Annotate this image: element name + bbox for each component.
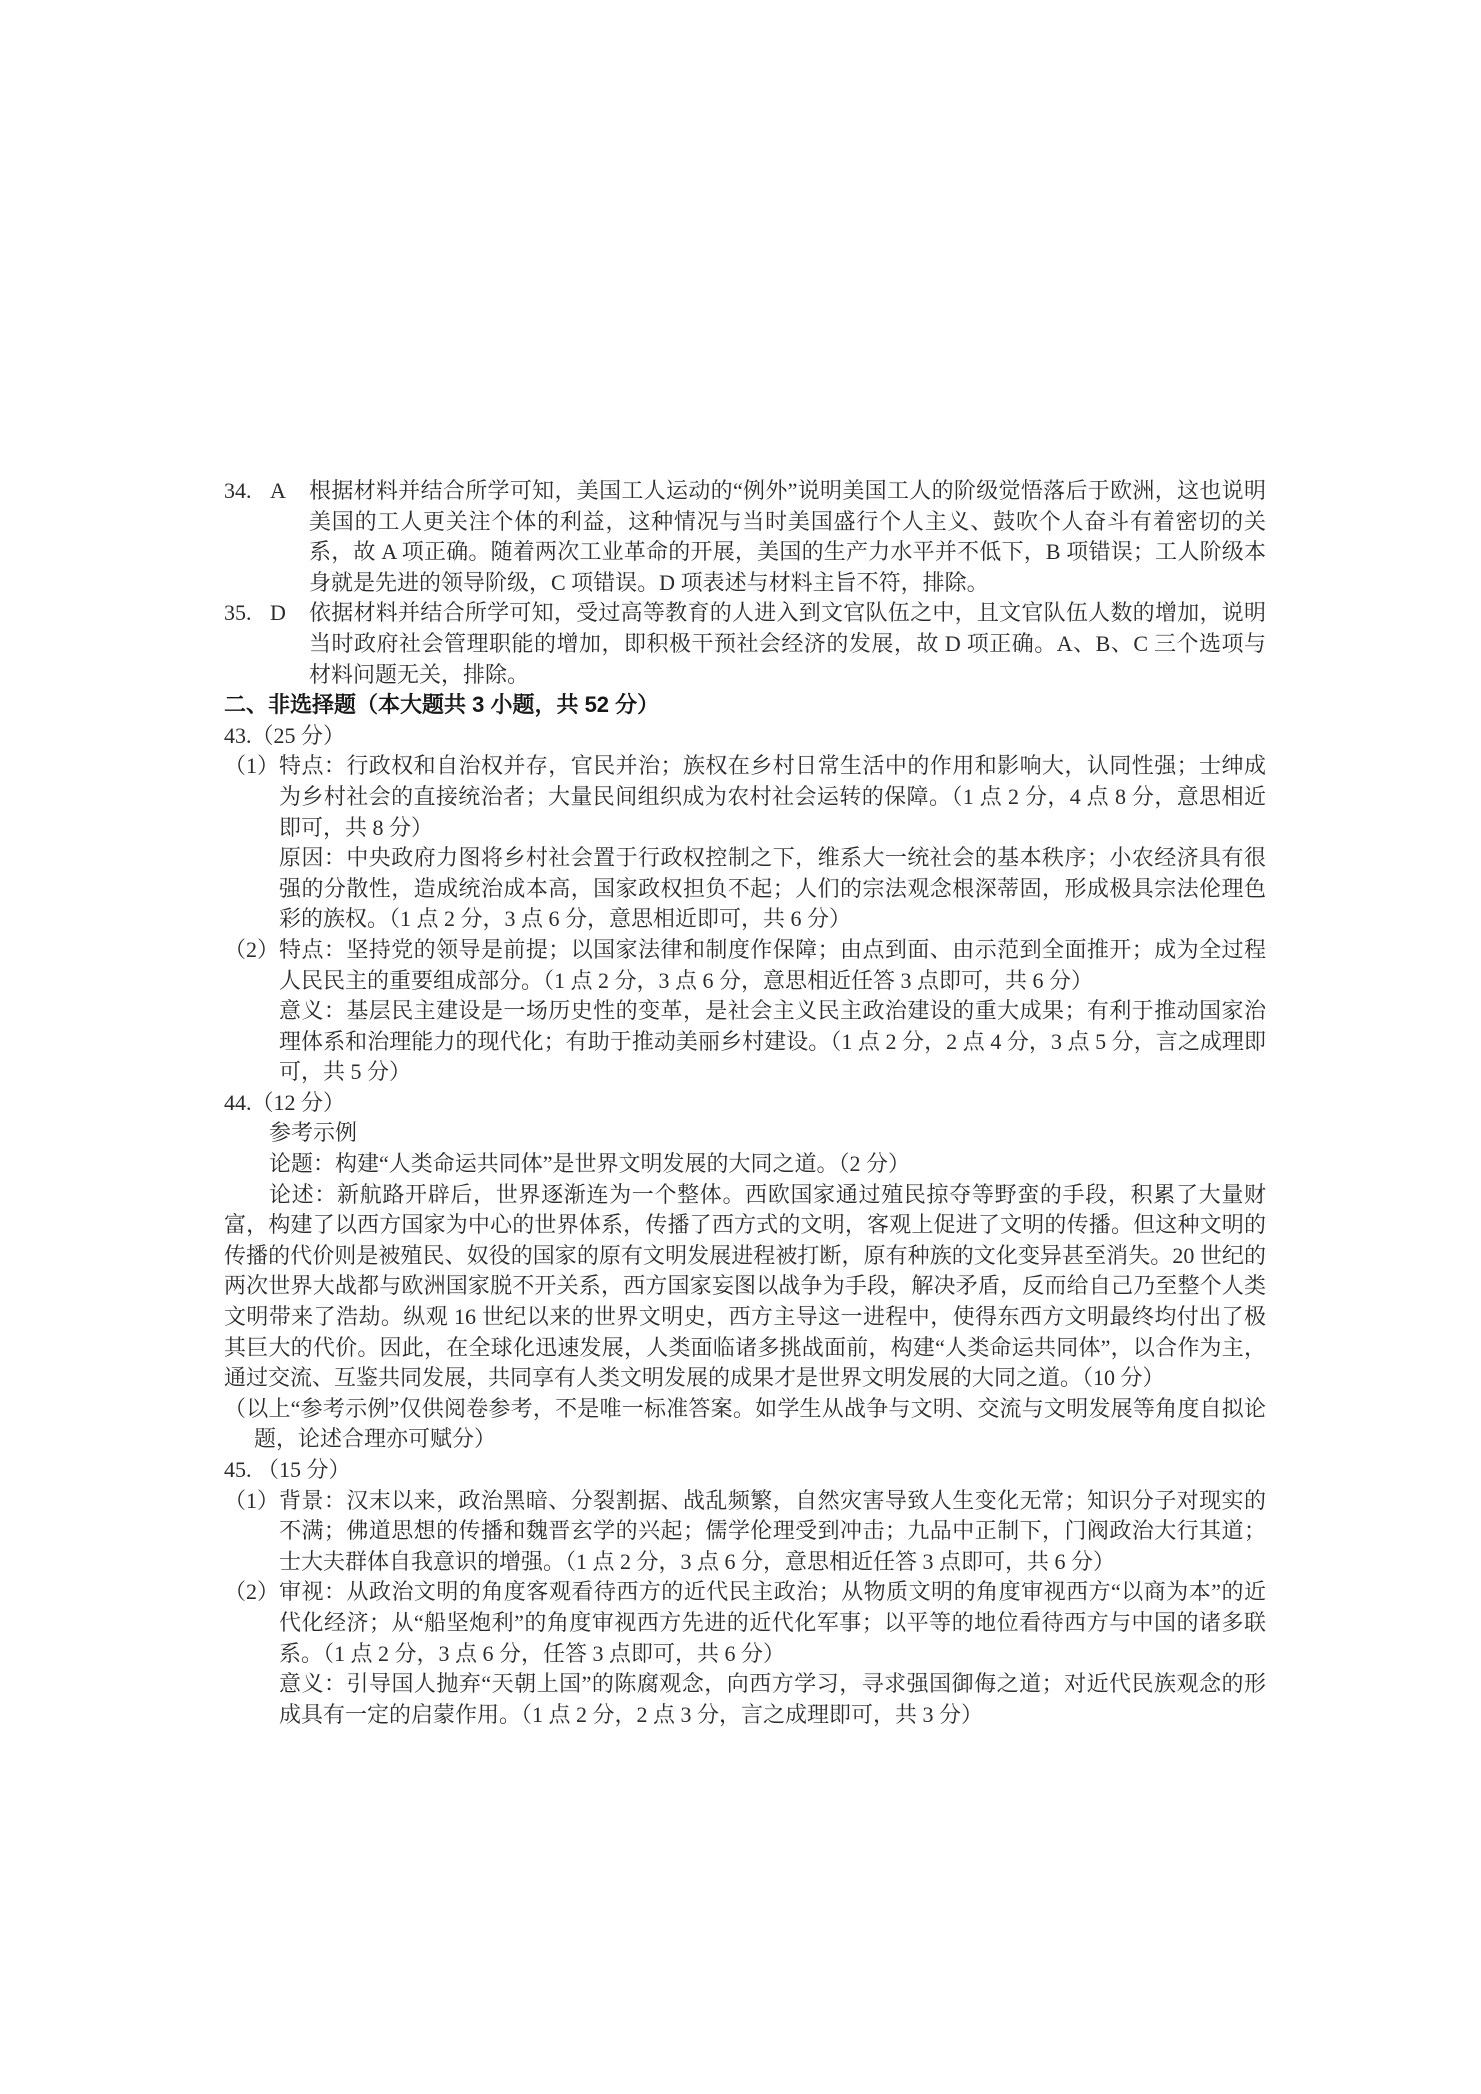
answer-paragraph: 意义：引导国人抛弃“天朝上国”的陈腐观念，向西方学习，寻求强国御侮之道；对近代民族观念的形成具有一定的启蒙作用。（1 点 2 分，2 点 3 分，言之成理即可，共 3 分） [279, 1671, 1266, 1727]
sub-question-label: （2） [224, 1579, 280, 1605]
answer-paragraph: 特点：行政权和自治权并存，官民并治；族权在乡村日常生活中的作用和影响大，认同性强；士绅成为乡村社会的直接统治者；大量民间组织成为农村社会运转的保障。（1 点 2 分，4 点 8 分，意思相近即可，共 8 分） [279, 753, 1266, 840]
answer-explanation: 根据材料并结合所学可知，美国工人运动的“例外”说明美国工人的阶级觉悟落后于欧洲，这也说明美国的工人更关注个体的利益，这种情况与当时美国盛行个人主义、鼓吹个人奋斗有着密切的关系，故 A 项正确。随着两次工业革命的开展，美国的生产力水平并不低下，B 项错误；工人阶级本身就是先进的领导阶级，C 项错误。D 项表述与材料主旨不符，排除。 [309, 478, 1266, 595]
question-heading-45: 45. （15 分） [224, 1457, 351, 1482]
sub-question-label: （1） [224, 1487, 280, 1513]
answer-paragraph: 背景：汉末以来，政治黑暗、分裂割据、战乱频繁，自然灾害导致人生变化无常；知识分子对现实的不满；佛道思想的传播和魏晋玄学的兴起；儒学伦理受到冲击；九品中正制下，门阀政治大行其道；士大夫群体自我意识的增强。（1 点 2 分，3 点 6 分，意思相近任答 3 点即可，共 6 分） [279, 1487, 1266, 1574]
question-heading-44: 44.（12 分） [224, 1089, 346, 1115]
answer-letter: A [270, 478, 286, 503]
question-heading-43: 43.（25 分） [224, 722, 346, 748]
section-header: 二、非选择题（本大题共 3 小题，共 52 分） [224, 692, 660, 718]
sub-question-label: （2） [224, 936, 280, 962]
answer-paragraph: 特点：坚持党的领导是前提；以国家法律和制度作保障；由点到面、由示范到全面推开；成为全过程人民民主的重要组成部分。（1 点 2 分，3 点 6 分，意思相近任答 3 点即可，共 6 分） [279, 936, 1266, 993]
exposition-paragraph: 论述：新航路开辟后，世界逐渐连为一个整体。西欧国家通过殖民掠夺等野蛮的手段，积累了大量财富，构建了以西方国家为中心的世界体系，传播了西方式的文明，客观上促进了文明的传播。但这种文明的传播的代价则是被殖民、奴役的国家的原有文明发展进程被打断，原有种族的文化变异甚至消失。20 世纪的两次世界大战都与欧洲国家脱不开关系，西方国家妄图以战争为手段，解决矛盾，反而给自己乃至整个人类文明带来了浩劫。纵观 16 世纪以来的世界文明史，西方主导这一进程中，使得东西方文明最终均付出了极其巨大的代价。因此，在全球化迅速发展，人类面临诸多挑战面前，构建“人类命运共同体”，以合作为主，通过交流、互鉴共同发展，共同享有人类文明发展的成果才是世界文明发展的大同之道。（10 分） [224, 1181, 1266, 1391]
answer-letter: D [270, 600, 286, 626]
sub-question-label: （1） [224, 753, 280, 779]
answer-paragraph: 原因：中央政府力图将乡村社会置于行政权控制之下，维系大一统社会的基本秩序；小农经济具有很强的分散性，造成统治成本高，国家政权担负不起；人们的宗法观念根深蒂固，形成极具宗法伦理色彩的族权。（1 点 2 分，3 点 6 分，意思相近即可，共 6 分） [279, 845, 1266, 932]
choice-answer-item-35 [224, 598, 1266, 690]
sub-question-43-1 [224, 751, 1266, 935]
sub-question-45-1 [224, 1486, 1266, 1578]
exam-answer-sheet [224, 476, 1266, 1730]
answer-paragraph: 意义：基层民主建设是一场历史性的变革，是社会主义民主政治建设的重大成果；有利于推动国家治理体系和治理能力的现代化；有助于推动美丽乡村建设。（1 点 2 分，2 点 4 分，3 点 5 分，言之成理即可，共 5 分） [279, 998, 1266, 1085]
answer-paragraph: 审视：从政治文明的角度客观看待西方的近代民主政治；从物质文明的角度审视西方“以商为本”的近代化经济；从“船坚炮利”的角度审视西方先进的近代化军事；以平等的地位看待西方与中国的诸多联系。（1 点 2 分，3 点 6 分，任答 3 点即可，共 6 分） [279, 1579, 1266, 1666]
choice-answer-item-34 [224, 476, 1266, 598]
answer-explanation: 依据材料并结合所学可知，受过高等教育的人进入到文官队伍之中，且文官队伍人数的增加，说明当时政府社会管理职能的增加，即积极干预社会经济的发展，故 D 项正确。A、B、C 三个选项与材料问题无关，排除。 [309, 600, 1266, 687]
sub-question-45-2 [224, 1577, 1266, 1730]
sub-question-43-2 [224, 935, 1266, 1088]
question-number: 35. [224, 600, 252, 626]
grading-note: （以上“参考示例”仅供阅卷参考，不是唯一标准答案。如学生从战争与文明、交流与文明发展等角度自拟论题，论述合理亦可赋分） [224, 1395, 1266, 1452]
reference-example-label: 参考示例 [269, 1120, 358, 1146]
thesis-line: 论题：构建“人类命运共同体”是世界文明发展的大同之道。（2 分） [269, 1151, 911, 1177]
question-number: 34. [224, 478, 252, 503]
